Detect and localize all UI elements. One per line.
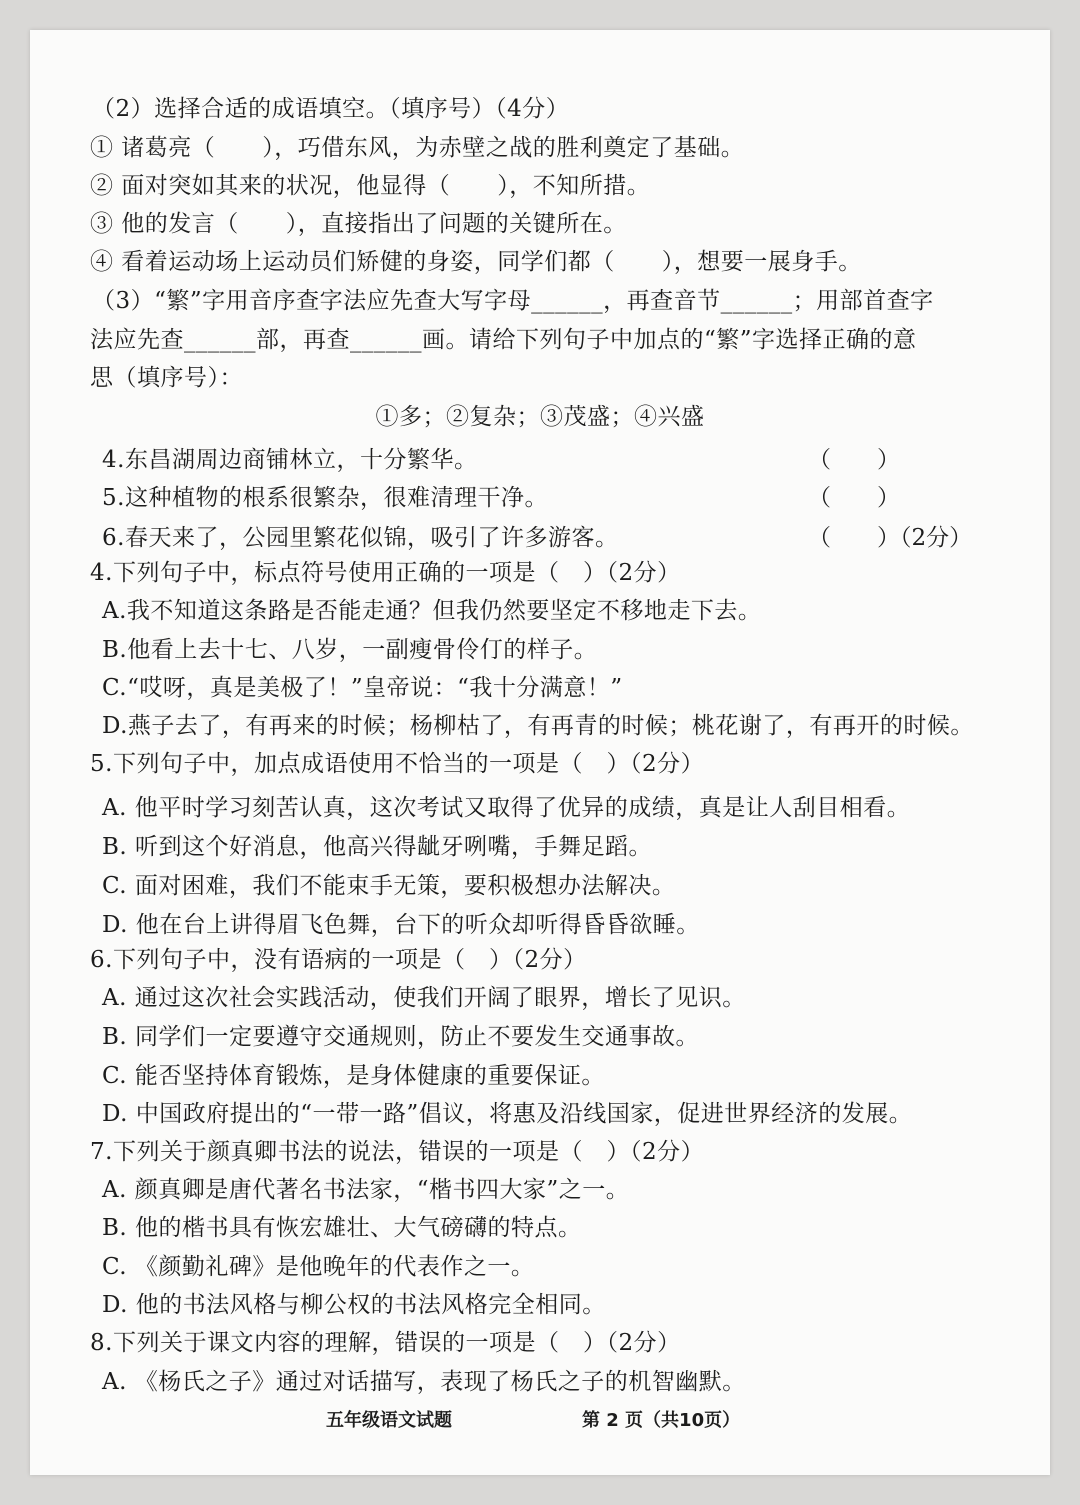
option-line: B. 他的楷书具有恢宏雄壮、大气磅礴的特点。 (102, 1215, 582, 1241)
footer-subject: 五年级语文试题 (326, 1410, 452, 1431)
option-line: A. 他平时学习刻苦认真，这次考试又取得了优异的成绩，真是让人刮目相看。 (102, 795, 911, 821)
question-line: ④ 看着运动场上运动员们矫健的身姿，同学们都（ ），想要一展身手。 (90, 249, 862, 275)
question-line: ① 诸葛亮（ ），巧借东风，为赤壁之战的胜利奠定了基础。 (90, 135, 745, 161)
option-line: A.我不知道这条路是否能走通？但我仍然要坚定不移地走下去。 (102, 598, 762, 624)
option-line: D. 他在台上讲得眉飞色舞，台下的听众却听得昏昏欲睡。 (102, 912, 700, 938)
question-subheading: （2）选择合适的成语填空。（填序号）（4分） (92, 96, 570, 122)
option-line: C.“哎呀，真是美极了！”皇帝说：“我十分满意！” (102, 675, 623, 701)
answer-blank: （ ） (808, 485, 900, 511)
question-subheading: （3）“繁”字用音序查字法应先查大写字母______，再查音节______；用部首查字 (92, 288, 934, 314)
option-line: D.燕子去了，有再来的时候；杨柳枯了，有再青的时候；桃花谢了，有再开的时候。 (102, 713, 974, 739)
option-line: A. 《杨氏之子》通过对话描写，表现了杨氏之子的机智幽默。 (102, 1369, 746, 1395)
question-heading: 6.下列句子中，没有语病的一项是（ ）（2分） (90, 947, 587, 973)
question-heading: 7.下列关于颜真卿书法的说法，错误的一项是（ ）（2分） (90, 1139, 705, 1165)
question-heading: 8.下列关于课文内容的理解，错误的一项是（ ）（2分） (90, 1330, 681, 1356)
option-line: B. 同学们一定要遵守交通规则，防止不要发生交通事故。 (102, 1024, 700, 1050)
question-line: 法应先查______部，再查______画。请给下列句子中加点的“繁”字选择正确的意 (90, 327, 917, 353)
exam-page (30, 30, 1050, 1475)
option-line: A. 颜真卿是唐代著名书法家，“楷书四大家”之一。 (102, 1177, 630, 1203)
meaning-options: ①多；②复杂；③茂盛；④兴盛 (375, 404, 705, 430)
sentence-item: 5.这种植物的根系很繁杂，很难清理干净。 (102, 485, 548, 511)
sentence-item: 4.东昌湖周边商铺林立，十分繁华。 (102, 447, 478, 473)
answer-blank: （ ）（2分） (808, 525, 973, 551)
option-line: D. 中国政府提出的“一带一路”倡议，将惠及沿线国家，促进世界经济的发展。 (102, 1101, 913, 1127)
option-line: C. 能否坚持体育锻炼，是身体健康的重要保证。 (102, 1063, 605, 1089)
question-line: ② 面对突如其来的状况，他显得（ ），不知所措。 (90, 173, 651, 199)
question-heading: 4.下列句子中，标点符号使用正确的一项是（ ）（2分） (90, 560, 681, 586)
question-line: ③ 他的发言（ ），直接指出了问题的关键所在。 (90, 211, 627, 237)
option-line: D. 他的书法风格与柳公权的书法风格完全相同。 (102, 1292, 606, 1318)
answer-blank: （ ） (808, 447, 900, 473)
footer-page-number: 第 2 页（共10页） (582, 1410, 741, 1431)
question-heading: 5.下列句子中，加点成语使用不恰当的一项是（ ）（2分） (90, 751, 705, 777)
option-line: C. 面对困难，我们不能束手无策，要积极想办法解决。 (102, 873, 676, 899)
option-line: B.他看上去十七、八岁，一副瘦骨伶仃的样子。 (102, 637, 598, 663)
option-line: A. 通过这次社会实践活动，使我们开阔了眼界，增长了见识。 (102, 985, 746, 1011)
question-line: 思（填序号）： (90, 365, 243, 391)
option-line: C. 《颜勤礼碑》是他晚年的代表作之一。 (102, 1254, 535, 1280)
sentence-item: 6.春天来了，公园里繁花似锦，吸引了许多游客。 (102, 525, 619, 551)
option-line: B. 听到这个好消息，他高兴得龇牙咧嘴，手舞足蹈。 (102, 834, 653, 860)
